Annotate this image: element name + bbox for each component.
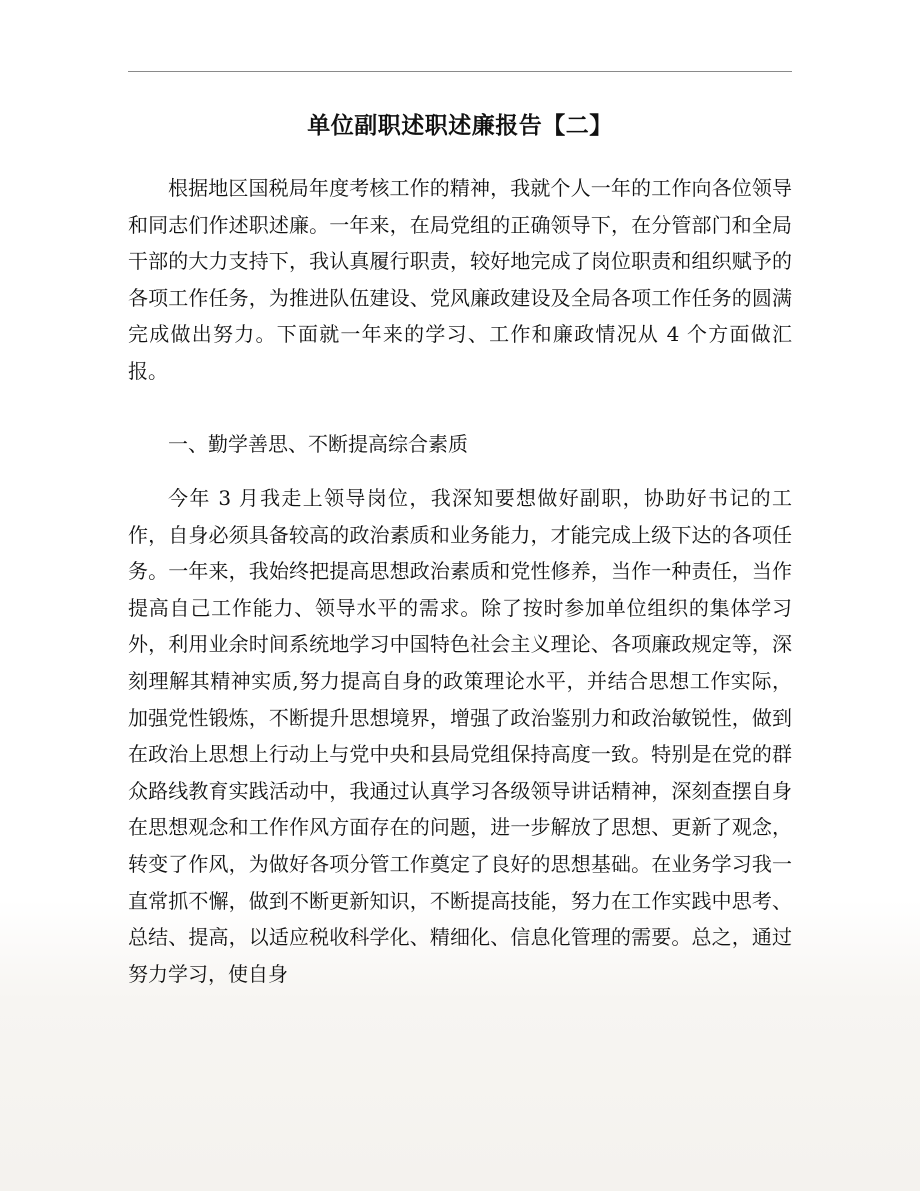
paragraph-study: 今年 3 月我走上领导岗位，我深知要想做好副职，协助好书记的工作，自身必须具备较高的政治素质和业务能力，才能完成上级下达的各项任务。一年来，我始终把提高思想政治素质和党性修养，当作一种责任，当作提高自己工作能力、领导水平的需求。除了按时参加单位组织的集体学习外，利用业余时间系统地学习中国特色社会主义理论、各项廉政规定等，深刻理解其精神实质,努力提高自身的政策理论水平，并结合思想工作实际，加强党性锻炼，不断提升思想境界，增强了政治鉴别力和政治敏锐性，做到在政治上思想上行动上与党中央和县局党组保持高度一致。特别是在党的群众路线教育实践活动中，我通过认真学习各级领导讲话精神，深刻查摆自身在思想观念和工作作风方面存在的问题，进一步解放了思想、更新了观念，转变了作风，为做好各项分管工作奠定了良好的思想基础。在业务学习我一直常抓不懈，做到不断更新知识，不断提高技能，努力在工作实践中思考、总结、提高，以适应税收科学化、精细化、信息化管理的需要。总之，通过努力学习，使自身: [128, 486, 792, 986]
header-rule: [128, 71, 792, 72]
paragraph-intro: 根据地区国税局年度考核工作的精神，我就个人一年的工作向各位领导和同志们作述职述廉。一年来，在局党组的正确领导下，在分管部门和全局干部的大力支持下，我认真履行职责，较好地完成了岗位职责和组织赋予的各项工作任务，为推进队伍建设、党风廉政建设及全局各项工作任务的圆满完成做出努力。下面就一年来的学习、工作和廉政情况从 4 个方面做汇报。: [128, 176, 792, 383]
page-title: 单位副职述职述廉报告【二】: [307, 112, 613, 139]
section-heading-1: 一、勤学善思、不断提高综合素质: [168, 432, 468, 456]
